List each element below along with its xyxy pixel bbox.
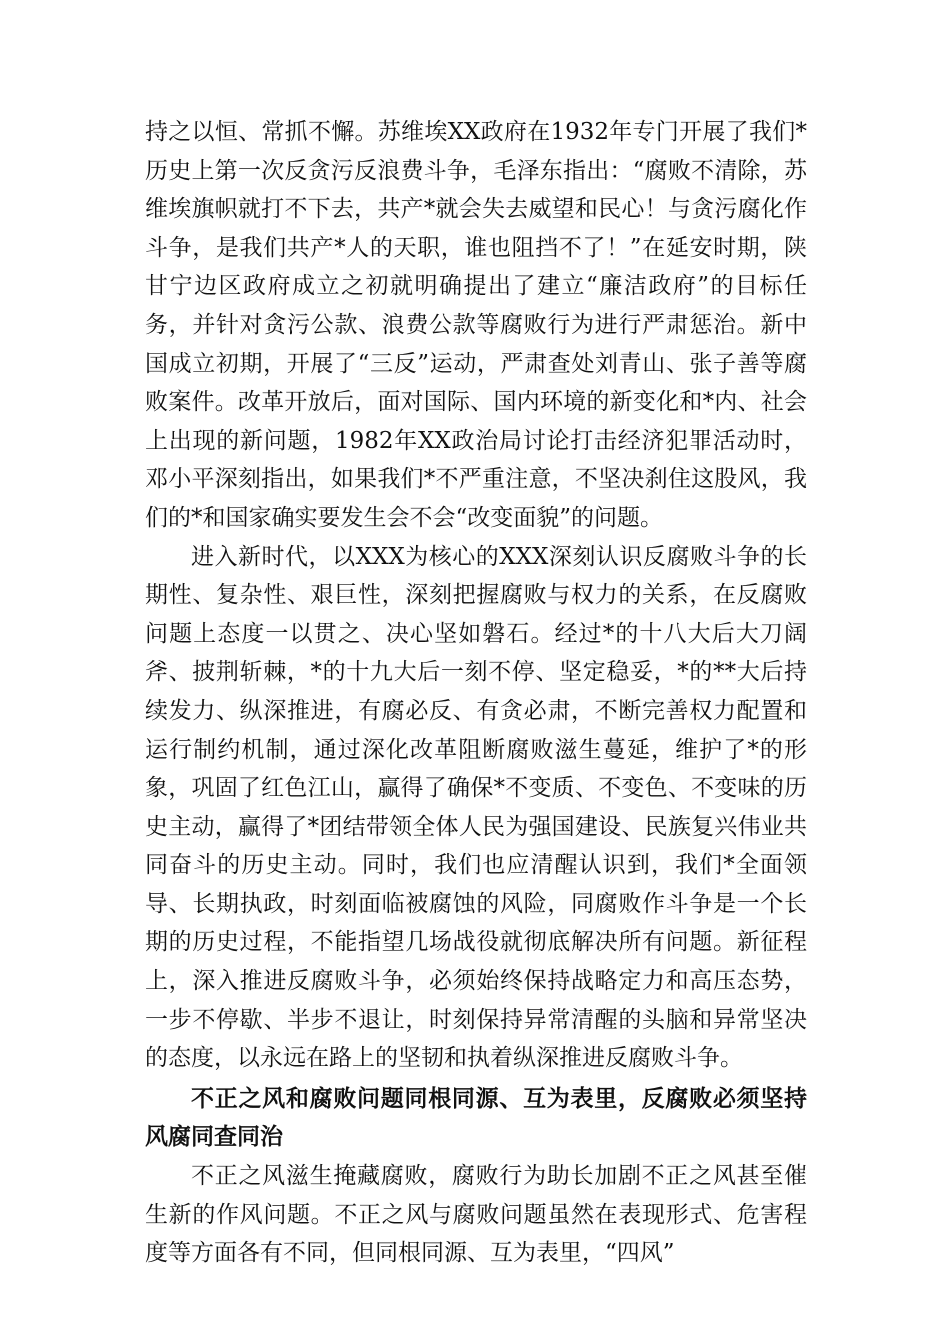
paragraph-history-anti-corruption: 持之以恒、常抓不懈。苏维埃XX政府在1932年专门开展了我们*历史上第一次反贪污反浪费斗争，毛泽东指出：“腐败不清除，苏维埃旗帜就打不下去，共产*就会失去威望和民心！与贪污腐化作斗争，是我们共产*人的天职，谁也阻挡不了！”在延安时期，陕甘宁边区政府成立之初就明确提出了建立“廉洁政府”的目标任务，并针对贪污公款、浪费公款等腐败行为进行严肃惩治。新中国成立初期，开展了“三反”运动，严肃查处刘青山、张子善等腐败案件。改革开放后，面对国际、国内环境的新变化和*内、社会上出现的新问题，1982年XX政治局讨论打击经济犯罪活动时，邓小平深刻指出，如果我们*不严重注意，不坚决刹住这股风，我们的*和国家确实要发生会不会“改变面貌”的问题。 [145,119,807,531]
section-heading: 不正之风和腐败问题同根同源、互为表里，反腐败必须坚持风腐同查同治 [145,1085,807,1151]
paragraph-unhealthy-trends: 不正之风滋生掩藏腐败，腐败行为助长加剧不正之风甚至催生新的作风问题。不正之风与腐败问题虽然在表现形式、危害程度等方面各有不同，但同根同源、互为表里，“四风” [145,1163,807,1267]
paragraph-new-era-anti-corruption: 进入新时代，以XXX为核心的XXX深刻认识反腐败斗争的长期性、复杂性、艰巨性，深刻把握腐败与权力的关系，在反腐败问题上态度一以贯之、决心坚如磐石。经过*的十八大后大刀阔斧、披荆斩棘，*的十九大后一刻不停、坚定稳妥，*的**大后持续发力、纵深推进，有腐必反、有贪必肃，不断完善权力配置和运行制约机制，通过深化改革阻断腐败滋生蔓延，维护了*的形象，巩固了红色江山，赢得了确保*不变质、不变色、不变味的历史主动，赢得了*团结带领全体人民为强国建设、民族复兴伟业共同奋斗的历史主动。同时，我们也应清醒认识到，我们*全面领导、长期执政，时刻面临被腐蚀的风险，同腐败作斗争是一个长期的历史过程，不能指望几场战役就彻底解决所有问题。新征程上，深入推进反腐败斗争，必须始终保持战略定力和高压态势，一步不停歇、半步不退让，时刻保持异常清醒的头脑和异常坚决的态度，以永远在路上的坚韧和执着纵深推进反腐败斗争。 [145,543,807,1072]
document-body [145,113,807,1273]
